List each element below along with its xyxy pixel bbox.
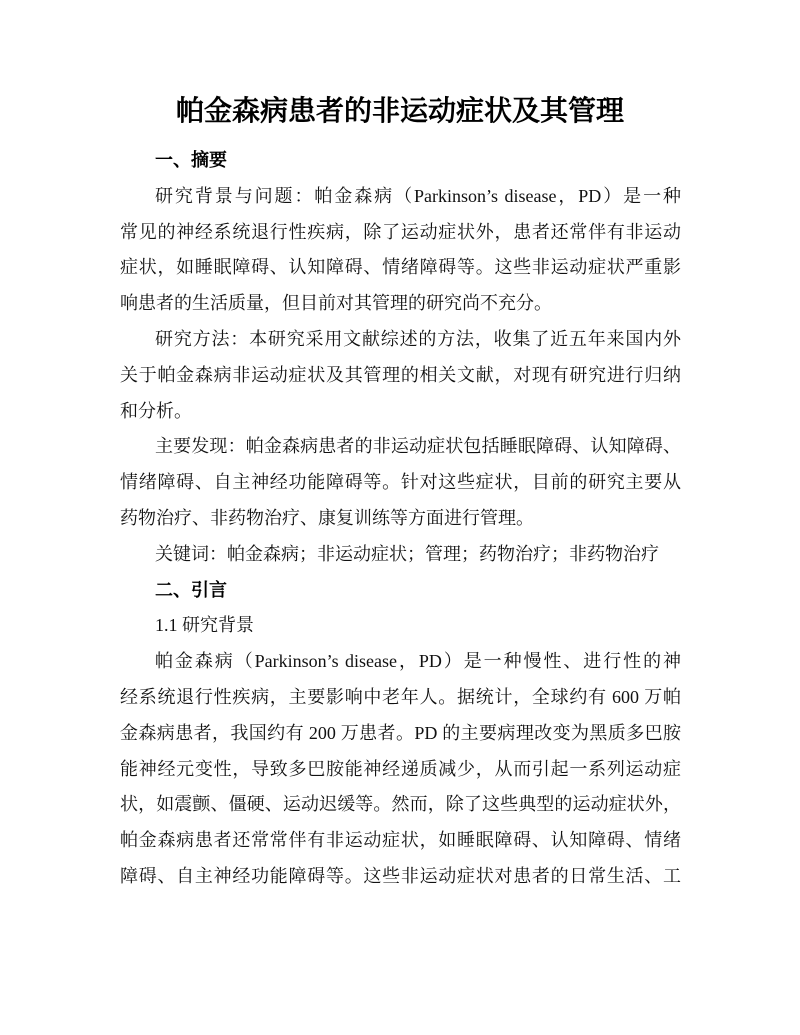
paragraph-line: 关于帕金森病非运动症状及其管理的相关文献，对现有研究进行归纳 (120, 364, 681, 385)
paragraph-line: 症状，如睡眠障碍、认知障碍、情绪障碍等。这些非运动症状严重影 (120, 257, 681, 278)
paragraph-line: 药物治疗、非药物治疗、康复训练等方面进行管理。 (120, 507, 534, 528)
document-body (120, 143, 681, 895)
abstract-background-paragraph (120, 179, 681, 322)
paragraph-line: 常见的神经系统退行性疾病，除了运动症状外，患者还常伴有非运动 (120, 221, 681, 242)
paragraph-line: 情绪障碍、自主神经功能障碍等。针对这些症状，目前的研究主要从 (120, 472, 681, 493)
document-title: 帕金森病患者的非运动症状及其管理 (175, 96, 624, 127)
paragraph-line: 主要发现：帕金森病患者的非运动症状包括睡眠障碍、认知障碍、 (155, 436, 681, 457)
section-heading-introduction: 二、引言 (155, 579, 227, 600)
paragraph-line: 障碍、自主神经功能障碍等。这些非运动症状对患者的日常生活、工 (120, 865, 681, 886)
paragraph-line: 帕金森病（Parkinson’s disease，PD）是一种慢性、进行性的神 (155, 651, 681, 672)
paragraph-line: 状，如震颤、僵硬、运动迟缓等。然而，除了这些典型的运动症状外， (120, 794, 681, 815)
paragraph-line: 响患者的生活质量，但目前对其管理的研究尚不充分。 (120, 293, 552, 314)
paragraph-line: 研究背景与问题：帕金森病（Parkinson’s disease，PD）是一种 (155, 185, 681, 206)
paragraph-line: 研究方法：本研究采用文献综述的方法，收集了近五年来国内外 (155, 328, 681, 349)
keywords-line: 关键词：帕金森病；非运动症状；管理；药物治疗；非药物治疗 (155, 543, 659, 564)
introduction-background-paragraph (120, 644, 681, 895)
subsection-heading-background: 1.1 研究背景 (155, 615, 254, 636)
paragraph-line: 金森病患者，我国约有 200 万患者。PD 的主要病理改变为黑质多巴胺 (120, 722, 681, 743)
section-heading-abstract: 一、摘要 (155, 150, 227, 170)
abstract-methods-paragraph (120, 322, 681, 429)
paragraph-line: 帕金森病患者还常常伴有非运动症状，如睡眠障碍、认知障碍、情绪 (120, 830, 681, 851)
paragraph-line: 能神经元变性，导致多巴胺能神经递质减少，从而引起一系列运动症 (120, 758, 681, 779)
paragraph-line: 和分析。 (120, 400, 192, 421)
paragraph-line: 经系统退行性疾病，主要影响中老年人。据统计，全球约有 600 万帕 (120, 686, 681, 707)
abstract-findings-paragraph (120, 429, 681, 536)
